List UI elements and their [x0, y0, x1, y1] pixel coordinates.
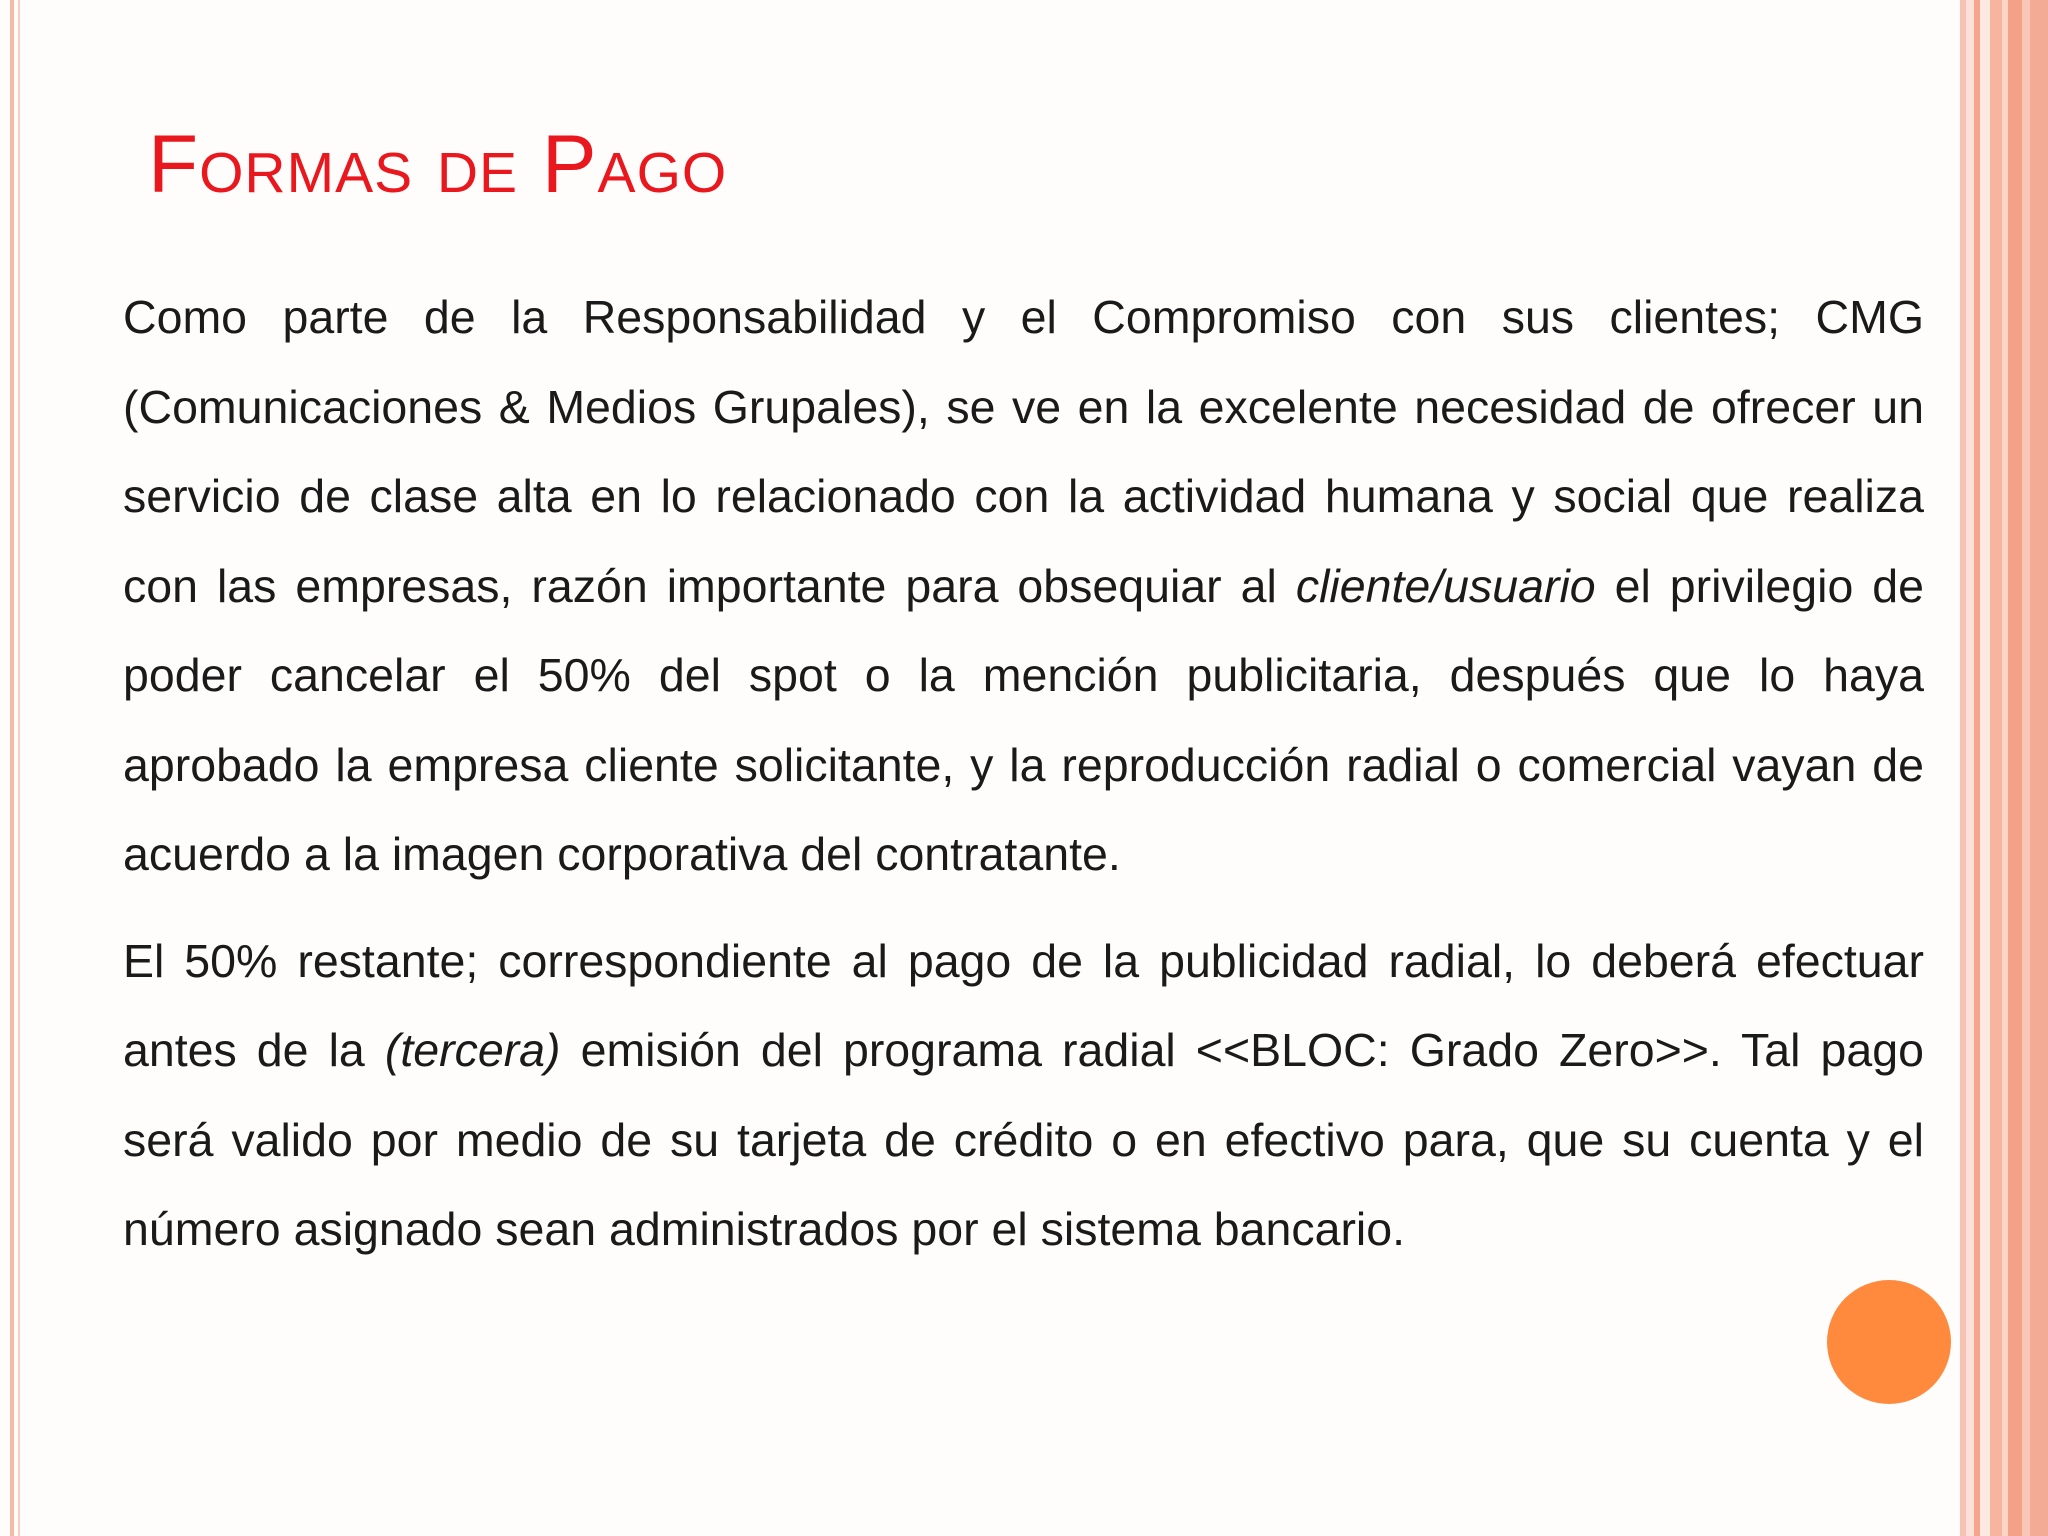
slide-title: Formas de Pago: [148, 119, 728, 210]
paragraph-2-text-b: emisión del programa radial <<BLOC: Grado Zero>>. Tal pago será valido por medio de su tarjeta de crédito o en efectivo para, que su cuenta y el número asignado sean administrados por el sistema bancario.: [123, 1024, 1924, 1255]
paragraph-2-text-a: El 50% restante; correspondiente al pago de la publicidad radial, lo deberá efectuar antes de la: [123, 934, 1924, 1076]
paragraph-1-text-a: Como parte de la Responsabilidad y el Compromiso con sus clientes; CMG (Comunicaciones & Medios Grupales), se ve en la excelente necesidad de ofrecer un servicio de clase alta en lo relacionado con la actividad humana y social que realiza con las empresas, razón importante para obsequiar al: [123, 291, 1924, 612]
right-border-stripe: [1990, 0, 2002, 1536]
paragraph-2: [123, 917, 1924, 1275]
right-border-stripe: [2008, 0, 2022, 1536]
paragraph-1-text-b: el privilegio de poder cancelar el 50% del spot o la mención publicitaria, después que lo haya aprobado la empresa cliente solicitante, y la reproducción radial o comercial vayan de acuerdo a la imagen corporativa del contratante.: [123, 559, 1924, 880]
paragraph-2-italic: (tercera): [384, 1024, 561, 1076]
left-border-line-inner: [18, 0, 20, 1536]
left-border-line: [10, 0, 14, 1536]
orange-circle-decoration: [1827, 1280, 1951, 1404]
slide-body: [123, 273, 1924, 1275]
right-border-stripe: [1966, 0, 1974, 1536]
right-border-stripe: [2030, 0, 2048, 1536]
right-border-stripe: [1980, 0, 1990, 1536]
paragraph-1: [123, 273, 1924, 900]
paragraph-1-italic: cliente/usuario: [1295, 559, 1596, 612]
right-border-stripe: [2022, 0, 2030, 1536]
